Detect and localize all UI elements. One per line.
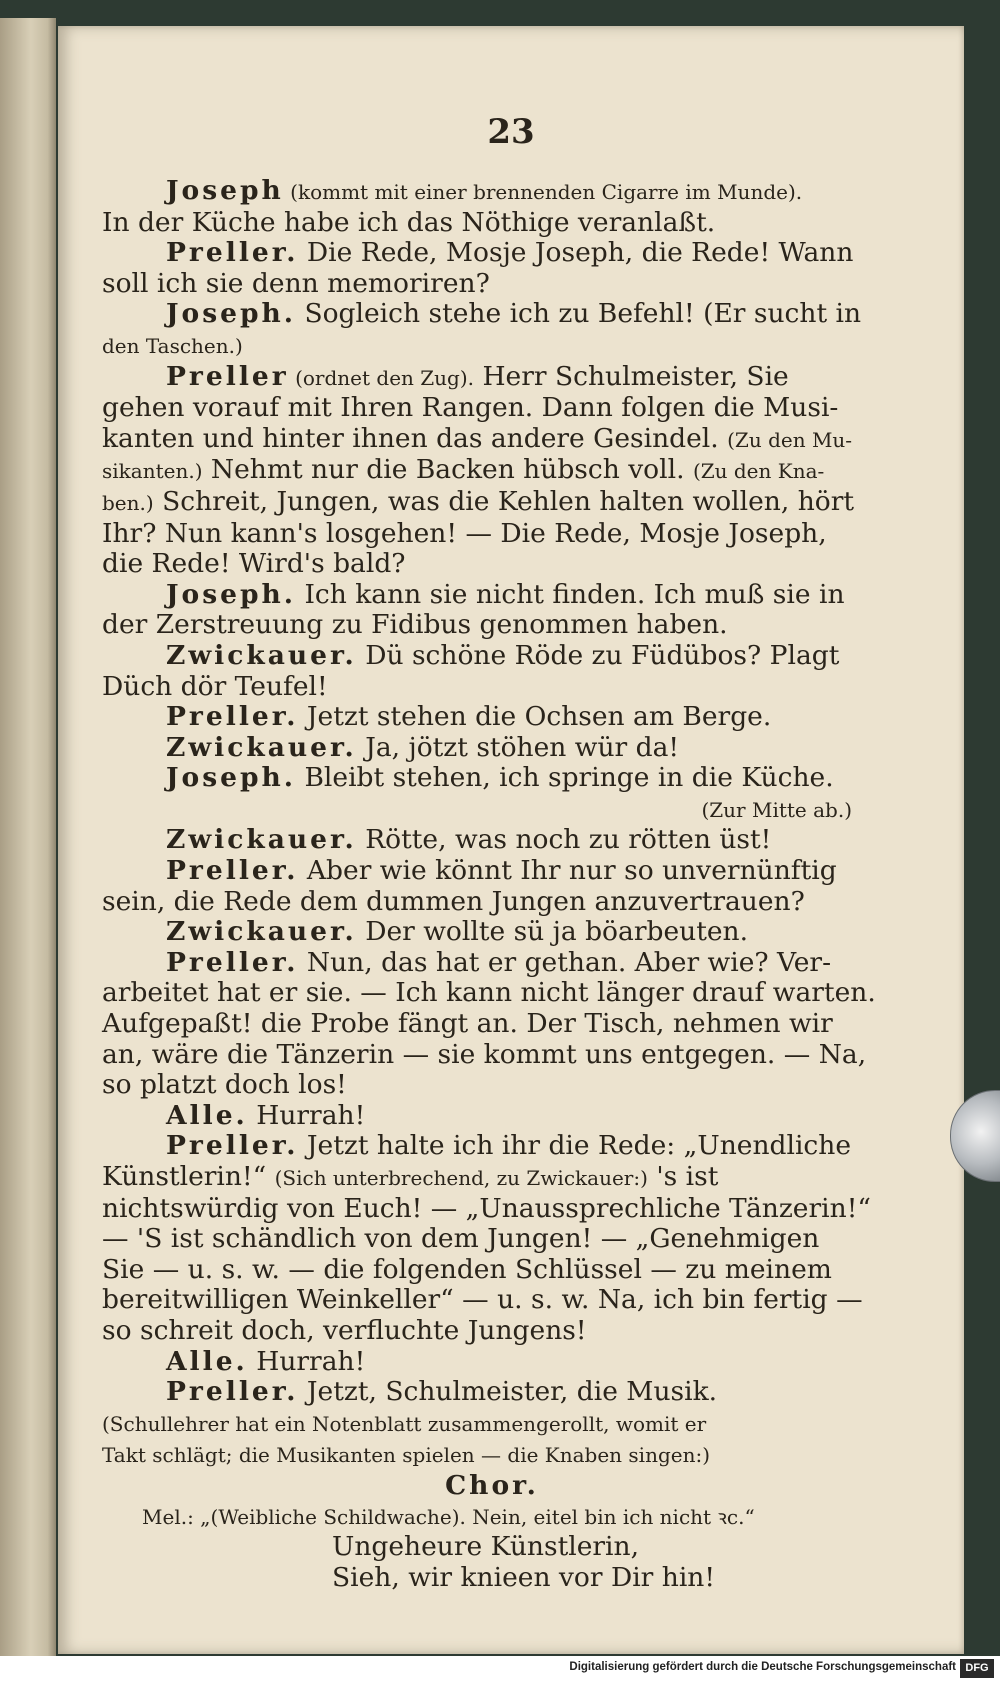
line-text: Ich kann sie nicht finden. Ich muß sie in	[296, 578, 845, 610]
line-text: Hurrah!	[247, 1099, 366, 1131]
stage-direction: (Schullehrer	[102, 1411, 229, 1436]
text-line	[102, 549, 882, 580]
line-text: kanten und hinter ihnen das andere Gesindel.	[102, 422, 728, 454]
text-line	[102, 1009, 882, 1040]
text-line	[102, 1194, 882, 1225]
line-text: Jetzt stehen die Ochsen am Berge.	[298, 701, 772, 733]
text-line	[102, 856, 882, 887]
page-number: 23	[487, 112, 535, 152]
text-line	[102, 702, 882, 733]
line-text: Herr Schulmeister, Sie	[474, 360, 789, 392]
line-text: soll ich sie denn memoriren?	[102, 267, 490, 299]
line-text: Rötte, was noch zu rötten üst!	[356, 824, 772, 856]
line-text: Bleibt stehen, ich springe in die Küche.	[296, 762, 834, 794]
stage-direction: sikanten.)	[102, 459, 203, 484]
line-text: nichtswürdig von Euch! — „Unaussprechliche Tänzerin!“	[102, 1192, 871, 1224]
speaker-name: Zwickauer.	[166, 916, 357, 948]
text-line	[102, 1563, 882, 1594]
line-text: so platzt doch los!	[102, 1069, 347, 1101]
text-line	[102, 978, 882, 1009]
text-line	[102, 1377, 882, 1408]
line-text: Sogleich stehe ich zu Befehl! (Er sucht in	[296, 298, 862, 330]
text-line	[102, 1316, 882, 1347]
text-line	[102, 1439, 882, 1471]
speaker-name: Preller.	[166, 237, 299, 269]
text-line	[102, 393, 882, 424]
text-line	[102, 917, 882, 948]
speaker-name: Preller.	[166, 1376, 299, 1408]
text-line	[102, 948, 882, 979]
text-line	[102, 1285, 882, 1316]
stage-direction: (Zu den Mu-	[727, 427, 853, 452]
stage-direction: Mel.: „(Weibliche Schildwache). Nein, eitel bin ich nicht ꝛc.“	[142, 1504, 755, 1529]
line-text: Sie — u. s. w. — die folgenden Schlüssel — zu meinem	[102, 1253, 832, 1285]
text-line	[102, 887, 882, 918]
line-text: Sieh, wir knieen vor Dir hin!	[332, 1561, 716, 1593]
text-line	[102, 794, 882, 826]
speaker-name: Alle.	[166, 1345, 248, 1377]
text-line	[102, 1408, 882, 1440]
text-line	[102, 641, 882, 672]
stage-direction: (Sich unterbrechend, zu Zwickauer:)	[274, 1166, 648, 1190]
text-line	[102, 825, 882, 856]
text-line	[102, 176, 882, 208]
footer	[0, 1656, 1000, 1682]
speaker-name: Joseph.	[166, 298, 297, 330]
text-line	[102, 330, 882, 362]
previous-page-edge	[0, 18, 56, 1658]
speaker-name: Joseph	[166, 175, 284, 206]
line-text: In der Küche habe ich das Nöthige veranlaßt.	[102, 206, 716, 238]
line-text: sein, die Rede dem dummen Jungen anzuvertrauen?	[102, 885, 805, 917]
line-text: Künstlerin!“	[102, 1161, 275, 1192]
line-text: gehen vorauf mit Ihren Rangen. Dann folgen die Musi-	[102, 392, 839, 424]
stage-direction: (kommt mit einer brennenden Cigarre im Munde).	[283, 180, 803, 204]
speaker-name: Preller.	[166, 855, 299, 887]
text-line	[102, 1347, 882, 1378]
speaker-name: Preller.	[166, 946, 299, 978]
stage-direction: hat ein Notenblatt zusammengerollt, womit er	[228, 1411, 707, 1436]
line-text: so schreit doch, verfluchte Jungens!	[102, 1314, 587, 1346]
line-text: Aber wie könnt Ihr nur so unvernünftig	[298, 855, 837, 887]
stage-direction: (Zur Mitte ab.)	[701, 797, 852, 822]
speaker-name: Preller.	[166, 701, 299, 733]
line-text: Der wollte sü ja böarbeuten.	[356, 916, 749, 948]
stage-direction: ben.)	[102, 490, 154, 515]
text-line	[102, 487, 882, 519]
line-text: der Zerstreuung zu Fidibus genommen haben.	[102, 609, 728, 641]
speaker-name: Alle.	[166, 1099, 248, 1131]
line-text: an, wäre die Tänzerin — sie kommt uns entgegen. — Na,	[102, 1038, 867, 1070]
line-text: bereitwilligen Weinkeller“ — u. s. w. Na, ich bin fertig —	[102, 1284, 863, 1316]
speaker-name: Zwickauer.	[166, 731, 357, 763]
line-text: Jetzt, Schulmeister, die Musik.	[298, 1376, 718, 1408]
text-line	[102, 269, 882, 300]
text-line	[102, 580, 882, 611]
line-text: Die Rede, Mosje Joseph, die Rede! Wann	[298, 237, 854, 269]
line-text: Aufgepaßt! die Probe fängt an. Der Tisch, nehmen wir	[102, 1008, 833, 1040]
text-line	[102, 1070, 882, 1101]
book-page	[58, 26, 964, 1654]
line-text: Hurrah!	[247, 1345, 366, 1377]
text-block	[102, 176, 882, 1593]
text-line	[102, 1040, 882, 1071]
line-text: — 'S ist schändlich von dem Jungen! — „Genehmigen	[102, 1223, 820, 1255]
speaker-name: Chor.	[445, 1469, 539, 1501]
line-text: Dü schöne Röde zu Füdübos? Plagt	[356, 639, 840, 671]
funding-credit: Digitalisierung gefördert durch die Deutsche Forschungsgemeinschaft	[569, 1661, 956, 1673]
text-line	[102, 208, 882, 239]
line-text: Düch dör Teufel!	[102, 670, 328, 702]
speaker-name: Zwickauer.	[166, 639, 357, 671]
text-line	[102, 1162, 882, 1194]
speaker-name: Preller.	[166, 1130, 299, 1162]
text-line	[102, 299, 882, 330]
line-text: Ja, jötzt stöhen wür da!	[356, 731, 680, 763]
text-line	[102, 733, 882, 764]
stage-direction: (Zu den Kna-	[692, 459, 825, 484]
text-line	[102, 1471, 882, 1502]
text-line	[102, 1255, 882, 1286]
line-text: Schreit, Jungen, was die Kehlen halten wollen, hört	[153, 485, 855, 517]
text-line	[102, 672, 882, 703]
line-text: die Rede! Wird's bald?	[102, 548, 406, 580]
line-text: Jetzt halte ich ihr die Rede: „Unendliche	[298, 1130, 852, 1162]
line-text: Ungeheure Künstlerin,	[332, 1531, 640, 1563]
text-line	[102, 763, 882, 794]
text-line	[102, 238, 882, 269]
speaker-name: Joseph.	[166, 578, 297, 610]
stage-direction: den Taschen.)	[102, 333, 243, 358]
text-line	[102, 1131, 882, 1162]
dfg-logo: DFG	[960, 1659, 994, 1678]
text-line	[102, 1502, 882, 1533]
speaker-name: Joseph.	[166, 762, 297, 794]
text-line	[102, 362, 882, 394]
line-text: 's ist	[647, 1161, 719, 1192]
text-line	[102, 455, 882, 487]
text-line	[102, 1101, 882, 1132]
speaker-name: Zwickauer.	[166, 824, 357, 856]
line-text: Nehmt nur die Backen hübsch voll.	[202, 454, 693, 486]
line-text: Ihr? Nun kann's losgehen! — Die Rede, Mosje Joseph,	[102, 517, 827, 549]
line-text: Nun, das hat er gethan. Aber wie? Ver-	[298, 946, 832, 978]
speaker-name: Preller	[166, 360, 289, 392]
text-line	[102, 1532, 882, 1563]
line-text: arbeitet hat er sie. — Ich kann nicht länger drauf warten.	[102, 977, 876, 1009]
text-line	[102, 1224, 882, 1255]
text-line	[102, 610, 882, 641]
text-line	[102, 519, 882, 550]
stage-direction: (ordnet den Zug).	[288, 365, 475, 390]
text-line	[102, 424, 882, 456]
stage-direction: Takt schlägt; die Musikanten spielen — die Knaben singen:)	[102, 1443, 711, 1468]
